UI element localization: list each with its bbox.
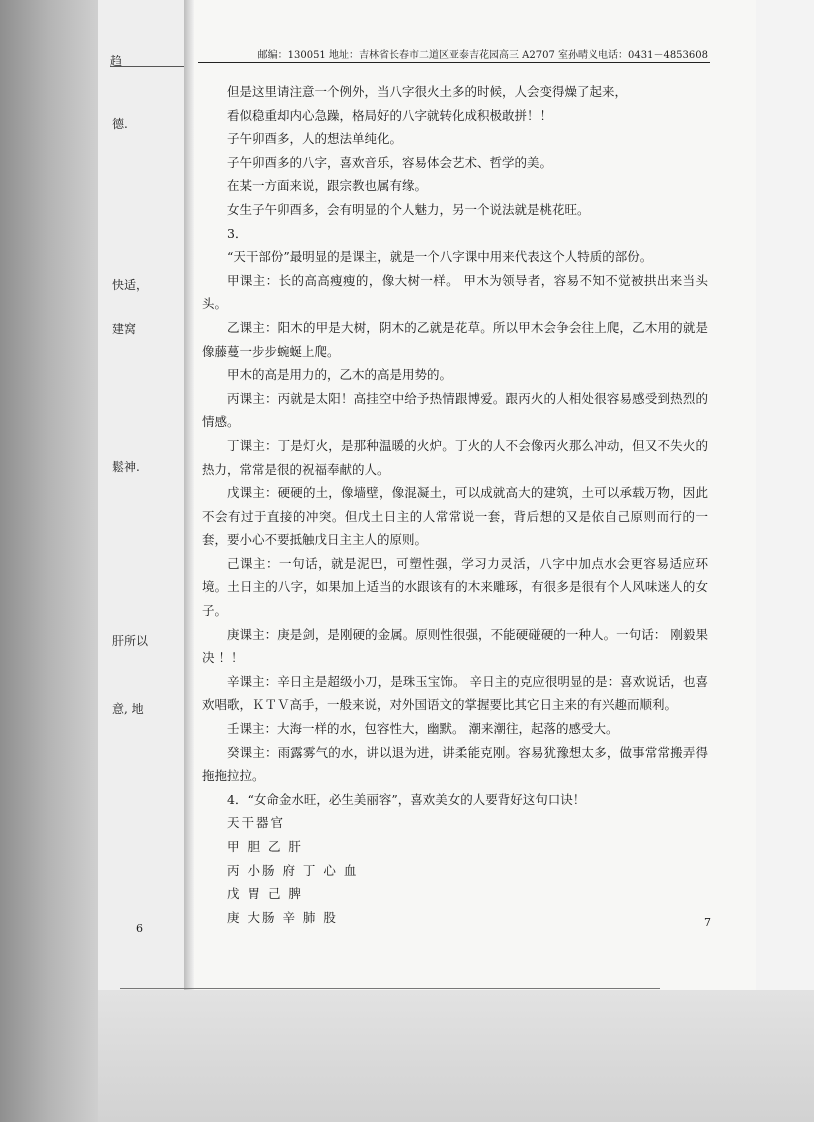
organ-row: 庚 大肠 辛 肺 股 bbox=[227, 909, 338, 925]
page-body bbox=[202, 80, 708, 929]
left-page bbox=[98, 0, 186, 990]
paragraph: 子午卯酉多，人的想法单纯化。 bbox=[227, 131, 403, 147]
paragraph: 壬课主：大海一样的水，包容性大，幽默。 潮来潮往，起落的感受大。 bbox=[227, 721, 619, 737]
paragraph: 看似稳重却内心急躁，格局好的八字就转化成积极敢拼！！ bbox=[227, 107, 553, 123]
right-margin bbox=[756, 0, 814, 990]
header-rule bbox=[198, 62, 710, 63]
paragraph: 癸课主：雨露雾气的水，讲以退为进，讲柔能克刚。容易犹豫想太多，做事常常搬弄得拖拖拉拉。 bbox=[202, 744, 708, 784]
paragraph: 戊课主：硬硬的土，像墙壁，像混凝土，可以成就高大的建筑，土可以承载万物，因此不会有过于直接的冲突。但戊土日主的人常常说一套，背后想的又是依自己原则而行的一套，要小心不要抵触戊日主主人的原则。 bbox=[202, 485, 708, 548]
paragraph: 丙课主：丙就是太阳！高挂空中给予热情跟博爱。跟丙火的人相处很容易感受到热烈的情感。 bbox=[202, 390, 708, 430]
paragraph: 乙课主：阳木的甲是大树，阴木的乙就是花草。所以甲木会争会往上爬，乙木用的就是像藤蔓一步步蜿蜒上爬。 bbox=[202, 319, 708, 359]
book-spine bbox=[184, 0, 194, 990]
scan-bottom bbox=[98, 990, 814, 1122]
paragraph: 甲木的高是用力的，乙木的高是用势的。 bbox=[227, 367, 453, 383]
left-fragment: 快适， bbox=[112, 278, 149, 292]
paragraph: 辛课主：辛日主是超级小刀，是珠玉宝饰。 辛日主的克应很明显的是：喜欢说话，也喜欢唱歌，ＫＴＶ高手，一般来说，对外国语文的掌握要比其它日主来的有兴趣而顺利。 bbox=[202, 673, 708, 713]
paragraph: 女生子午卯酉多，会有明显的个人魅力，另一个说法就是桃花旺。 bbox=[227, 201, 590, 217]
paragraph: 子午卯酉多的八字，喜欢音乐，容易体会艺术、哲学的美。 bbox=[227, 154, 553, 170]
paragraph: 甲课主：长的高高瘦瘦的，像大树一样。 甲木为领导者，容易不知不觉被拱出来当头头。 bbox=[202, 272, 708, 312]
paragraph: 己课主：一句话，就是泥巴，可塑性强，学习力灵活，八字中加点水会更容易适应环境。土日主的八字，如果加上适当的水跟该有的木来雕琢，有很多是很有个人风味迷人的女子。 bbox=[202, 555, 708, 619]
organ-row: 戊 胃 己 脾 bbox=[227, 886, 303, 902]
organ-row: 甲 胆 乙 肝 bbox=[227, 839, 303, 854]
paragraph: 在某一方面来说，跟宗教也属有缘。 bbox=[227, 178, 428, 194]
left-fragment: 德. bbox=[112, 117, 128, 131]
page-header: 邮编：130051 地址：吉林省长春市二道区亚泰吉花园高三 A2707 室孙晴义电话：0431－4853608 bbox=[257, 50, 708, 61]
paragraph: 但是这里请注意一个例外，当八字很火土多的时候，人会变得燥了起来， bbox=[227, 84, 628, 99]
left-fragment: 趋 bbox=[110, 54, 123, 68]
paragraph: 庚课主：庚是剑，是刚硬的金属。原则性很强，不能硬碰硬的一种人。一句话： 刚毅果决 ！！ bbox=[202, 626, 708, 666]
organ-list bbox=[202, 811, 708, 929]
paragraph: “天干部份”最明显的是课主，就是一个八字课中用来代表这个人特质的部份。 bbox=[227, 249, 653, 265]
page-bottom-edge bbox=[120, 988, 660, 989]
left-fragment: 肝所以 bbox=[112, 634, 149, 648]
right-page-number: 7 bbox=[704, 916, 711, 929]
left-fragment: 建窝 bbox=[112, 322, 137, 336]
section-number: 3． bbox=[227, 225, 248, 241]
paragraph: 4．“女命金水旺，必生美丽容”，喜欢美女的人要背好这句口诀！ bbox=[227, 791, 586, 807]
paragraph: 丁课主：丁是灯火，是那种温暖的火炉。丁火的人不会像丙火那么冲动，但又不失火的热力，常常是很的祝福奉献的人。 bbox=[202, 437, 708, 477]
organ-list-title: 天干器官 bbox=[227, 815, 286, 831]
left-fragment: 鬆神. bbox=[112, 460, 140, 474]
left-fragment: 意, 地 bbox=[112, 702, 144, 716]
left-page-number: 6 bbox=[136, 922, 143, 935]
organ-row: 丙 小肠 府 丁 心 血 bbox=[227, 862, 359, 878]
